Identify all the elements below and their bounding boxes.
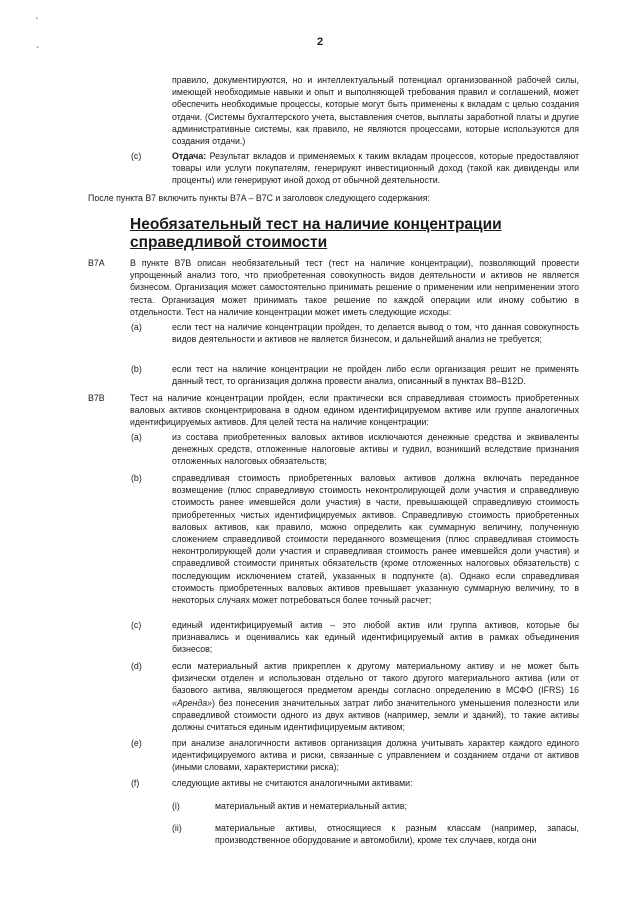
- b7b-item-e-label: (e): [131, 738, 142, 748]
- section-heading: Необязательный тест на наличие концентрации справедливой стоимости: [130, 216, 502, 251]
- b7b-item-e-text: при анализе аналогичности активов организация должна учитывать характер каждого единого идентифицируемого актива и риски, связанные с управлением и созданием отдачи от активов (иными словами, характеристики риска);: [172, 738, 579, 773]
- b7b-label: B7B: [88, 393, 105, 403]
- b7b-item-a-label: (a): [131, 432, 142, 442]
- after-b7-instruction: После пункта B7 включить пункты B7A – B7C и заголовок следующего содержания:: [88, 193, 430, 203]
- item-c-top: [172, 150, 579, 187]
- b7b-item-f-i-text: материальный актив и нематериальный актив;: [215, 801, 407, 811]
- b7b-item-c-label: (c): [131, 620, 142, 630]
- item-c-top-text: Результат вкладов и применяемых к таким вкладам процессов, которые предоставляют товары или услуги покупателям, генерируют инвестиционный доход (такой как дивиденды или проценты) или генерируют иной доход от обычной деятельности.: [172, 151, 579, 186]
- b7b-item-d-text-italic: «Аренда»: [172, 697, 213, 708]
- b7a-item-b-label: (b): [131, 364, 142, 374]
- margin-mark-left: -: [36, 42, 40, 53]
- item-c-top-label: (c): [131, 151, 142, 161]
- b7b-item-d-text-before: если материальный актив прикреплен к другому материальному активу и не может быть физически отделен и использован отдельно от такого другого материального актива (или от базового актива, являющегося предметом аренды согласно определению в МСФО (IFRS) 16: [172, 661, 579, 696]
- b7b-item-b-label: (b): [131, 473, 142, 483]
- b7b-item-d-text-after: ) без понесения значительных затрат либо значительного уменьшения полезности или справедливой стоимости одного из двух активов (например, земли и зданий), то такие активы должны считаться единым идентифицируемым активом;: [172, 697, 579, 733]
- b7b-item-f-text: следующие активы не считаются аналогичными активами:: [172, 778, 413, 788]
- b7a-text: В пункте B7B описан необязательный тест (тест на наличие концентрации), позволяющий провести упрощенный анализ того, что приобретенная совокупность видов деятельности и активов не является бизнесом. Организация может самостоятельно принимать решение о применении или неприменении этого теста. Организация может принимать такое решение по каждой операции или иному событию в отдельности. Тест на наличие концентрации может иметь следующие исходы:: [130, 258, 579, 317]
- b7b-item-d-label: (d): [131, 661, 142, 671]
- b7a-label: B7A: [88, 258, 105, 268]
- b7a-item-a-text: если тест на наличие концентрации пройден, то делается вывод о том, что данная совокупность видов деятельности и активов не является бизнесом, и дальнейший анализ не требуется;: [172, 322, 579, 345]
- margin-mark-top: ': [36, 16, 38, 27]
- intro-continuation: правило, документируются, но и интеллектуальный потенциал организованной рабочей силы, имеющей необходимые навыки и опыт и выполняющей требования правил и соглашений, может обеспечить необходимые процессы, которые могут быть применены к вкладам с целью создания отдачи. (Системы бухгалтерского учета, выставления счетов, выплаты заработной платы и другие административные системы, как правило, не являются процессами, которые используются для создания отдачи.): [172, 75, 579, 147]
- b7b-text: Тест на наличие концентрации пройден, если практически вся справедливая стоимость приобретенных валовых активов сконцентрирована в одном едином идентифицируемом активе или группе аналогичных идентифицируемых активов. Для целей теста на наличие концентрации:: [130, 393, 579, 428]
- b7b-item-f-ii-text: материальные активы, относящиеся к разным классам (например, запасы, производственное оборудование и автомобили), кроме тех случаев, когда они: [215, 823, 579, 846]
- b7b-item-c-text: единый идентифицируемый актив – это любой актив или группа активов, которые бы признавались и оценивались как единый идентифицируемый актив в рамках объединения бизнесов;: [172, 620, 579, 655]
- page-number: 2: [316, 36, 324, 48]
- b7b-item-b-text: справедливая стоимость приобретенных валовых активов должна включать переданное возмещение (плюс справедливую стоимость неконтролирующей доли участия и справедливую стоимость ранее имевшейся доли участия) в части, превышающей справедливую стоимость приобретенных чистых идентифицируемых активов. Справедливую стоимость приобретенных валовых активов, как правило, можно определить как суммарную величину, полученную сложением справедливой стоимости переданного возмещения (плюс справедливая стоимость неконтролирующей доли участия и справедливая стоимость ранее имевшейся доли участия) и справедливой стоимости принятых обязательств (кроме отложенных налоговых обязательств) с последующим исключением статей, указанных в подпункте (a). Однако если справедливая стоимость приобретенных валовых активов превышает указанную суммарную величину, то в некоторых случаях может потребоваться более точный расчет;: [172, 473, 579, 606]
- b7b-item-f-ii-label: (ii): [172, 823, 182, 833]
- b7a-item-b-text: если тест на наличие концентрации не пройден либо если организация решит не применять данный тест, то организация должна провести анализ, описанный в пунктах B8–B12D.: [172, 364, 579, 387]
- b7b-item-a-text: из состава приобретенных валовых активов исключаются денежные средства и эквиваленты денежных средств, отложенные налоговые активы и гудвил, возникший вследствие признания отложенных налоговых обязательств;: [172, 432, 579, 467]
- b7b-item-f-label: (f): [131, 778, 140, 788]
- b7b-item-d-text: [172, 660, 579, 733]
- b7b-item-f-i-label: (i): [172, 801, 180, 811]
- item-c-top-term: Отдача:: [172, 151, 207, 161]
- b7a-item-a-label: (a): [131, 322, 142, 332]
